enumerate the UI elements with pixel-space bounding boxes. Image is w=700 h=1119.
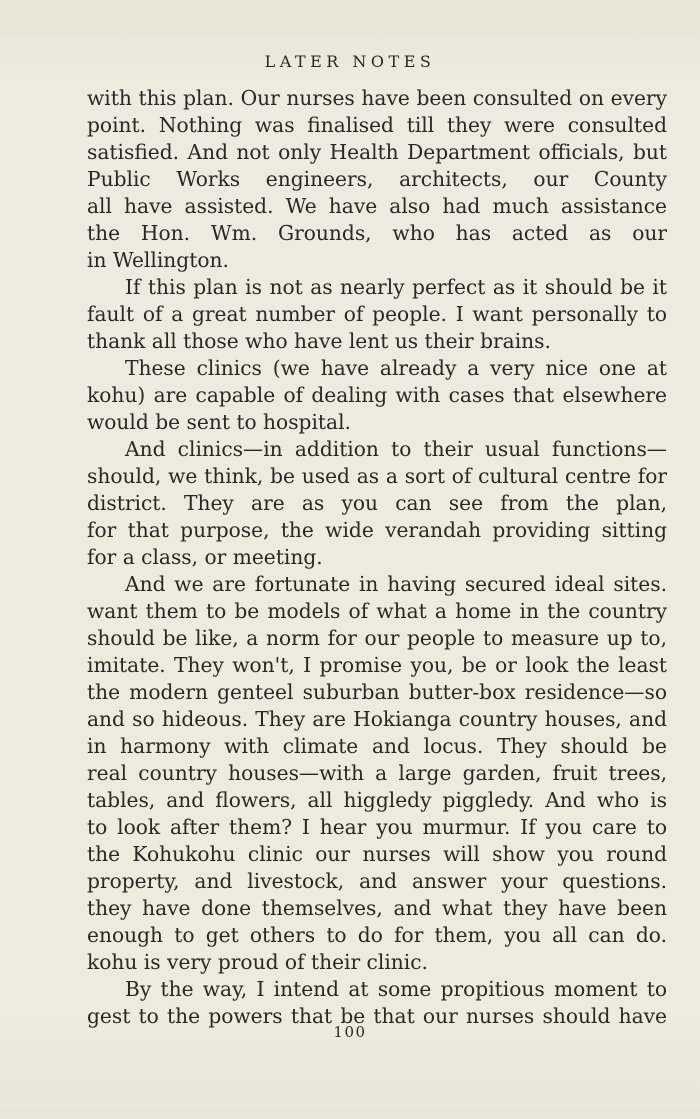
text-line: property, and livestock, and answer your questions. (87, 869, 667, 893)
text-line: in harmony with climate and locus. They should be (87, 734, 667, 758)
text-line: the Kohukohu clinic our nurses will show you round (87, 842, 667, 866)
text-line: should be like, a norm for our people to measure up to, (87, 626, 667, 650)
text-line: they have done themselves, and what they have been (87, 896, 667, 920)
text-line: in Wellington. (87, 248, 229, 272)
text-line: would be sent to hospital. (87, 410, 351, 434)
body-text (87, 85, 667, 1030)
text-line: for that purpose, the wide verandah providing sitting (87, 518, 667, 542)
text-line: point. Nothing was finalised till they were consulted (87, 113, 667, 137)
text-line: district. They are as you can see from the plan, (87, 491, 667, 515)
text-line: satisfied. And not only Health Department officials, but (87, 140, 667, 164)
page-number: 100 (333, 1023, 367, 1041)
paragraph (87, 976, 667, 1030)
text-line: should, we think, be used as a sort of cultural centre for (87, 464, 667, 488)
text-line: want them to be models of what a home in the country (87, 599, 667, 623)
paragraph (87, 274, 667, 355)
text-line: gest to the powers that be that our nurses should have (87, 1004, 667, 1028)
text-line: And we are fortunate in having secured ideal sites. (125, 572, 667, 596)
text-line: kohu) are capable of dealing with cases that elsewhere (87, 383, 667, 407)
paragraph (87, 85, 667, 274)
text-line: By the way, I intend at some propitious moment to (125, 977, 667, 1001)
text-line: tables, and flowers, all higgledy piggledy. And who is (87, 788, 667, 812)
text-line: real country houses—with a large garden, fruit trees, (87, 761, 667, 785)
text-line: and so hideous. They are Hokianga country houses, and (87, 707, 667, 731)
text-line: thank all those who have lent us their brains. (87, 329, 551, 353)
text-line: fault of a great number of people. I want personally to (87, 302, 667, 326)
text-line: to look after them? I hear you murmur. If you care to (87, 815, 667, 839)
text-line: imitate. They won't, I promise you, be or look the least (87, 653, 667, 677)
text-line: And clinics—in addition to their usual functions— (125, 437, 667, 461)
paragraph (87, 436, 667, 571)
text-line: with this plan. Our nurses have been consulted on every (87, 86, 667, 110)
text-line: If this plan is not as nearly perfect as it should be it (125, 275, 667, 299)
text-line: enough to get others to do for them, you all can do. (87, 923, 667, 947)
text-line: Public Works engineers, architects, our County (87, 167, 667, 191)
text-line: for a class, or meeting. (87, 545, 323, 569)
paragraph (87, 355, 667, 436)
text-line: the Hon. Wm. Grounds, who has acted as our (87, 221, 667, 245)
running-header: LATER NOTES (264, 52, 436, 71)
text-line: the modern genteel suburban butter-box residence—so (87, 680, 667, 704)
text-line: kohu is very proud of their clinic. (87, 950, 428, 974)
paragraph (87, 571, 667, 976)
text-line: all have assisted. We have also had much assistance (87, 194, 667, 218)
text-line: These clinics (we have already a very nice one at (125, 356, 667, 380)
